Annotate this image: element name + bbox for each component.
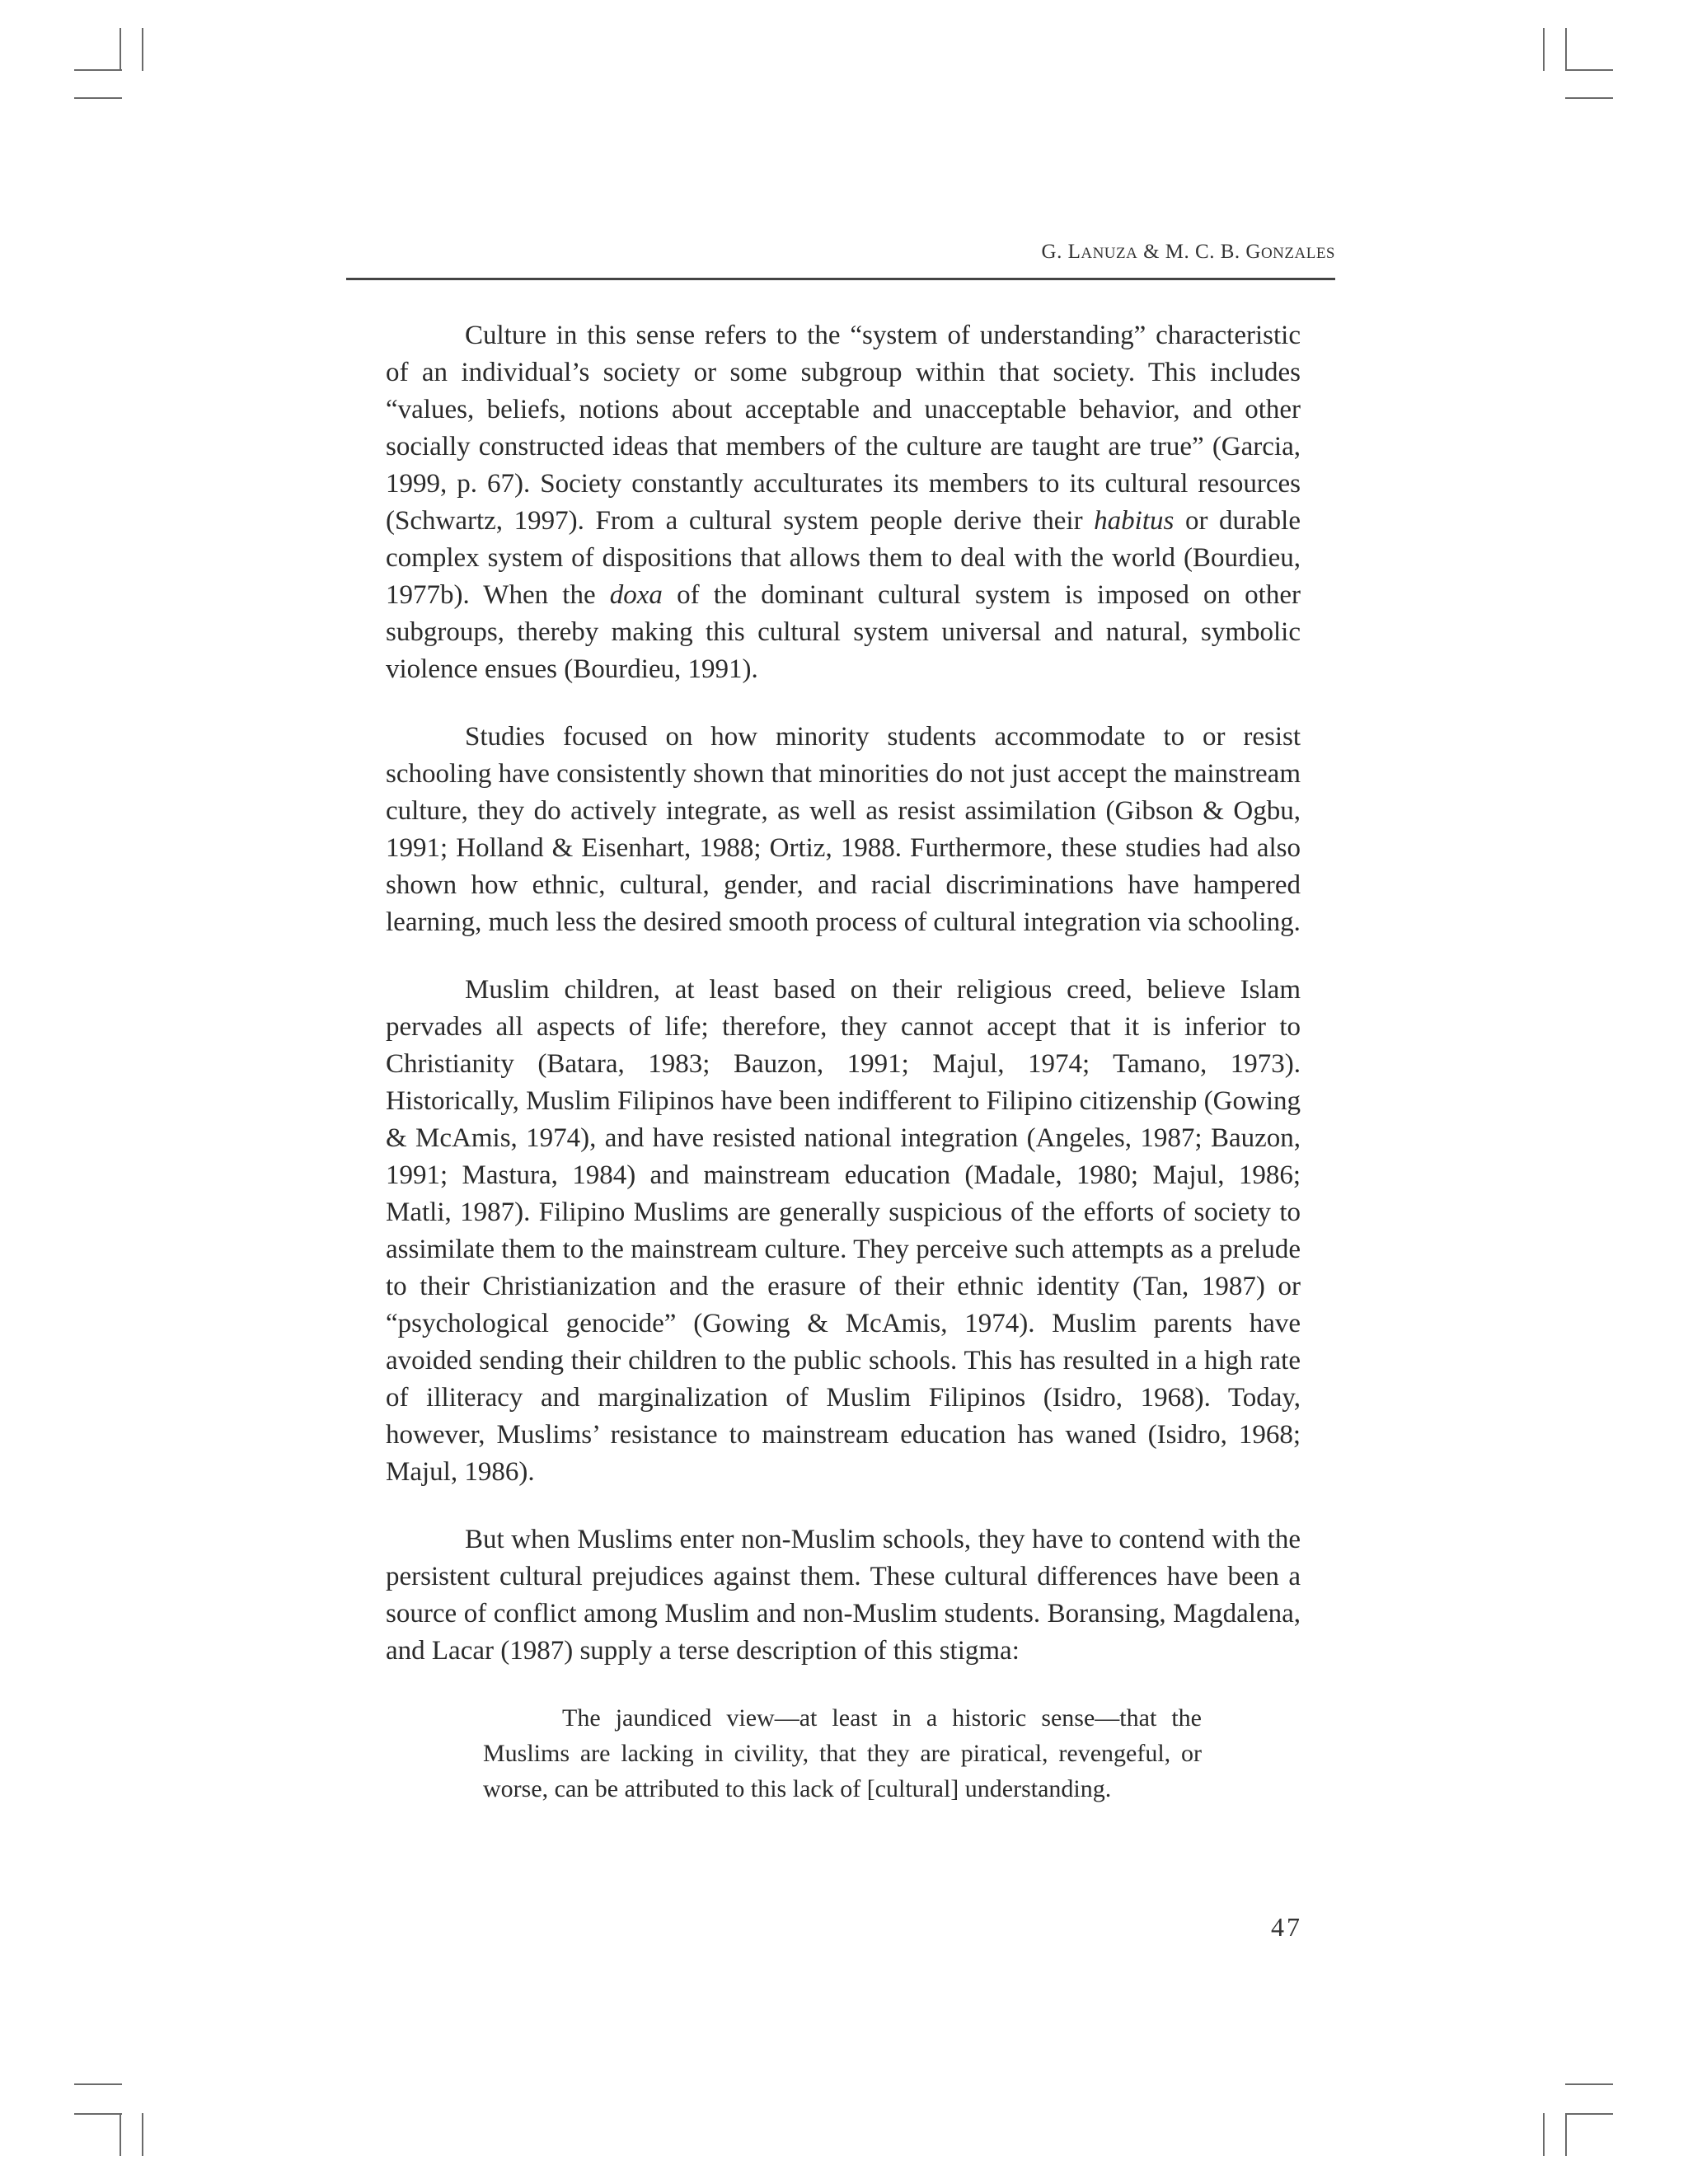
italic-term: habitus [1094, 506, 1175, 536]
crop-mark [74, 97, 122, 99]
header-rule [346, 278, 1335, 280]
crop-mark [74, 2113, 122, 2115]
crop-mark [74, 69, 122, 71]
header-text: ONZALES [1260, 245, 1335, 262]
header-text: & M. C. B. G [1137, 241, 1261, 263]
page-number: 47 [1271, 1912, 1302, 1942]
crop-mark [1565, 2113, 1567, 2156]
body-text [386, 317, 1301, 1837]
block-quote: The jaundiced view—at least in a historic sense—that the Muslims are lacking in civility, that they are piratical, revengeful, or worse, can be attributed to this lack of [cultural] understanding. [483, 1704, 1202, 1802]
paragraph: But when Muslims enter non-Muslim schools, they have to contend with the persistent cultural prejudices against them. These cultural differences have been a source of conflict among Muslim and non-Muslim students. Boransing, Magdalena, and Lacar (1987) supply a terse description of this stigma: [386, 1525, 1301, 1666]
crop-mark [1565, 2113, 1613, 2115]
crop-mark [142, 28, 143, 71]
crop-mark [1565, 69, 1613, 71]
crop-mark [142, 2113, 143, 2156]
running-header [346, 241, 1335, 264]
crop-mark [1565, 28, 1567, 71]
crop-mark [1543, 2113, 1545, 2156]
crop-mark [1565, 97, 1613, 99]
header-text: ANUZA [1081, 245, 1138, 262]
crop-mark [1565, 2083, 1613, 2085]
paragraph: Muslim children, at least based on their religious creed, believe Islam pervades all aspects of life; therefore, they cannot accept that it is inferior to Christianity (Batara, 1983; Bauzon, 1991; Majul, 1974; Tamano, 1973). Historically, Muslim Filipinos have been indifferent to Filipino citizenship (Gowing & McAmis, 1974), and have resisted national integration (Angeles, 1987; Bauzon, 1991; Mastura, 1984) and mainstream education (Madale, 1980; Majul, 1986; Matli, 1987). Filipino Muslims are generally suspicious of the efforts of society to assimilate them to the mainstream culture. They perceive such attempts as a prelude to their Christianization and the erasure of their ethnic identity (Tan, 1987) or “psychological genocide” (Gowing & McAmis, 1974). Muslim parents have avoided sending their children to the public schools. This has resulted in a high rate of illiteracy and marginalization of Muslim Filipinos (Isidro, 1968). Today, however, Muslims’ resistance to mainstream education has waned (Isidro, 1968; Majul, 1986). [386, 975, 1301, 1487]
header-text: G. L [1041, 241, 1081, 263]
italic-term: doxa [609, 580, 663, 610]
paragraph: Culture in this sense refers to the “system of understanding” characteristic of an individual’s society or some subgroup within that society. This includes “values, beliefs, notions about acceptable and unacceptable behavior, and other socially constructed ideas that members of the culture are taught are true” (Garcia, 1999, p. 67). Society constantly acculturates its members to its cultural resources (Schwartz, 1997). From a cultural system people derive their habitus or durable complex system of dispositions that allows them to deal with the world (Bourdieu, 1977b). When the doxa of the dominant cultural system is imposed on other subgroups, thereby making this cultural system universal and natural, symbolic violence ensues (Bourdieu, 1991). [386, 321, 1301, 684]
crop-mark [120, 28, 121, 71]
crop-mark [74, 2083, 122, 2085]
crop-mark [120, 2113, 121, 2156]
crop-mark [1543, 28, 1545, 71]
paragraph: Studies focused on how minority students accommodate to or resist schooling have consistently shown that minorities do not just accept the mainstream culture, they do actively integrate, as well as resist assimilation (Gibson & Ogbu, 1991; Holland & Eisenhart, 1988; Ortiz, 1988. Furthermore, these studies had also shown how ethnic, cultural, gender, and racial discriminations have hampered learning, much less the desired smooth process of cultural integration via schooling. [386, 722, 1301, 937]
